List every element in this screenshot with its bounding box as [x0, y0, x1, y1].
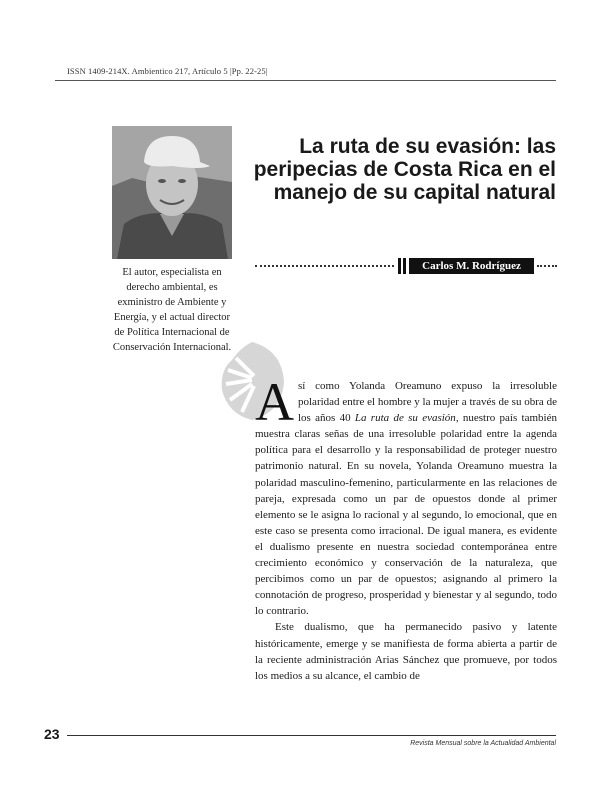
byline-dots-left [255, 265, 394, 267]
photo-caption: El autor, especialista en derecho ambiental, es exministro de Ambiente y Energía, y el actual director de Política Internacional de Conservación Internacional. [112, 267, 232, 353]
paragraph-1 [255, 372, 557, 619]
byline-dots-right [537, 265, 557, 267]
byline-bar [403, 258, 406, 274]
p1-text-b: , nuestro país también muestra claras señas de una irresoluble polaridad entre la agenda política para el desarrollo y la responsabilidad de proteger nuestro patrimonio natural. En su novela, Yolanda Oreamuno muestra la polaridad masculino-femenino, particularmente en las relaciones de pareja, expresada como un par de opuestos donde al primer elemento se le asigna lo racional y al segundo, lo emocional, que en este caso se presenta como irracional. De igual manera, es evidente el dualismo presente en nuestra sociedad contemporánea entre crecimiento económico y conservación de la naturaleza, que percibimos como un par de opuestos; asignando al primero la connotación de progreso, prosperidad y bienestar y al segundo, todo lo contrario. [255, 412, 557, 618]
byline-bar [398, 258, 401, 274]
article-title: La ruta de su evasión: las peripecias de Costa Rica en el manejo de su capital natural [253, 135, 556, 204]
article-body [255, 372, 557, 684]
novel-title: La ruta de su evasión [354, 412, 456, 425]
page-number: 23 [44, 726, 60, 742]
author-name: Carlos M. Rodríguez [409, 258, 534, 274]
header-rule [55, 80, 556, 81]
issn-header: ISSN 1409-214X. Ambientico 217, Artículo 5 |Pp. 22-25| [67, 66, 268, 76]
drop-cap: A [255, 372, 294, 432]
author-photo [112, 126, 232, 259]
footer-rule [67, 735, 556, 736]
author-photo-illustration [112, 126, 232, 259]
paragraph-2: Este dualismo, que ha permanecido pasivo y latente históricamente, emerge y se manifiesta de forma abierta a partir de la reciente administración Arias Sánchez que promueve, por todos los medios a su alcance, el cambio de [255, 621, 557, 682]
p1-text-a: sí como Yolanda Oreamuno expuso la irresoluble polaridad entre el hombre y la mujer a través de su obra de los años 40 [298, 380, 557, 425]
journal-name: Revista Mensual sobre la Actualidad Ambiental [410, 740, 556, 747]
byline [255, 258, 557, 274]
